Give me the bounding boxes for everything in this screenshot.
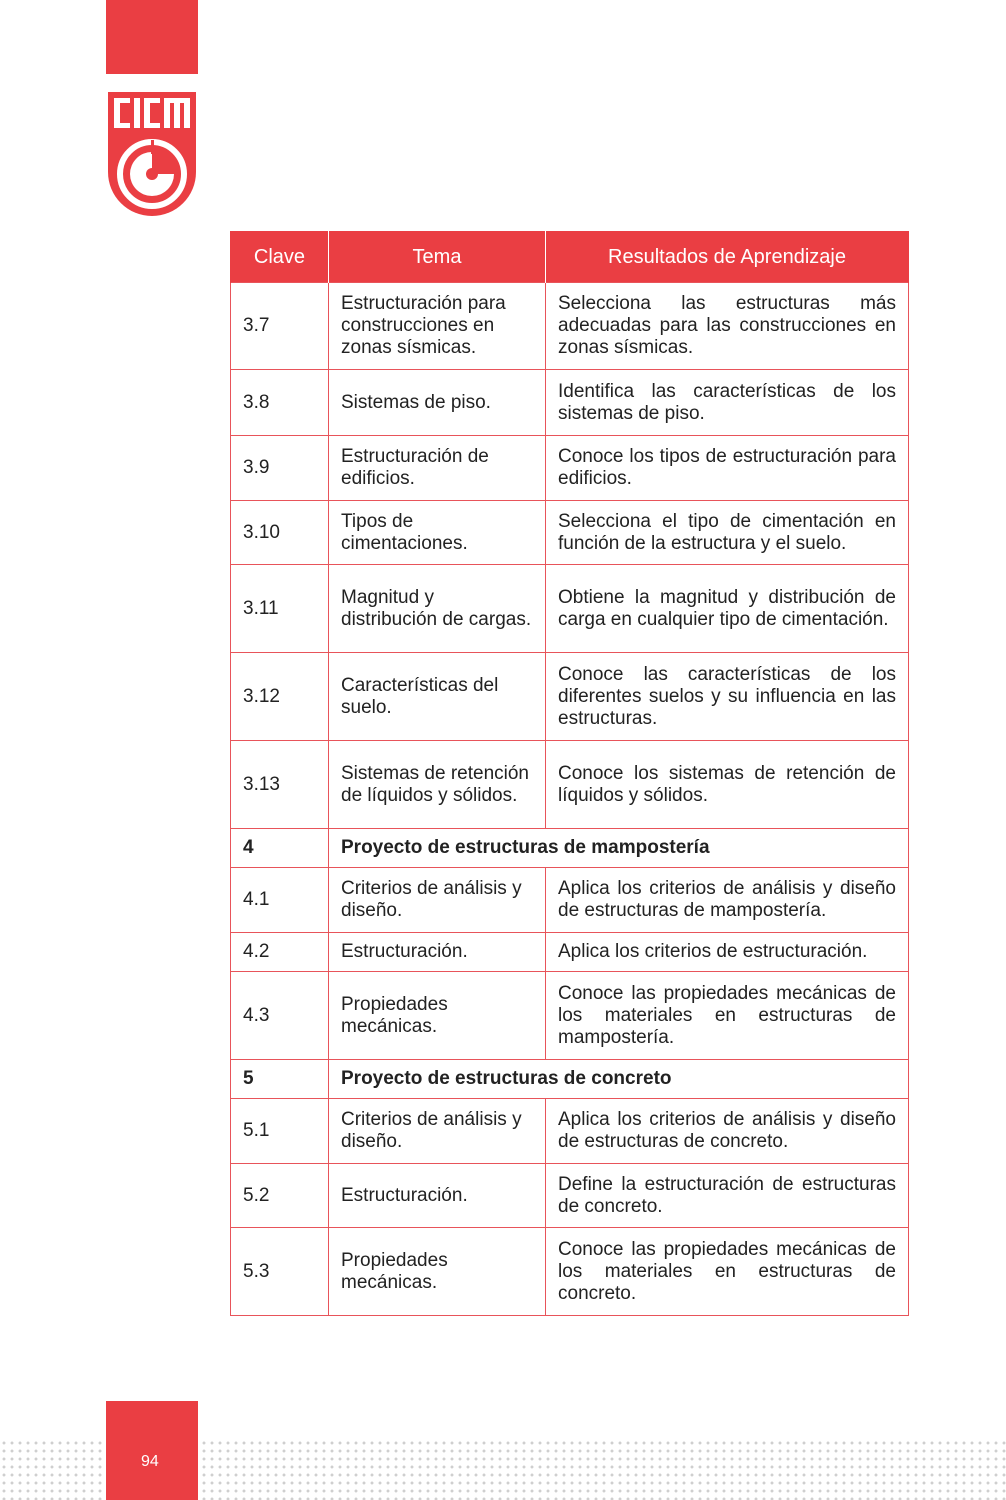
cell-clave: 5.3 xyxy=(231,1228,329,1316)
cell-tema: Criterios de análisis y diseño. xyxy=(329,1099,546,1164)
cell-tema: Criterios de análisis y diseño. xyxy=(329,868,546,933)
cell-tema: Propiedades mecánicas. xyxy=(329,1228,546,1316)
cell-clave: 4.1 xyxy=(231,868,329,933)
cell-clave: 3.9 xyxy=(231,436,329,501)
cell-clave: 3.8 xyxy=(231,370,329,436)
cell-clave: 4.3 xyxy=(231,972,329,1060)
table-row xyxy=(231,565,909,653)
cell-tema: Sistemas de retención de líquidos y sólidos. xyxy=(329,741,546,829)
table-row xyxy=(231,501,909,565)
cell-resultado: Selecciona las estructuras más adecuadas para las construcciones en zonas sísmicas. xyxy=(546,283,909,370)
table-header-row xyxy=(231,231,909,283)
cell-clave: 3.12 xyxy=(231,653,329,741)
page-number: 94 xyxy=(141,1453,159,1470)
section-title: Proyecto de estructuras de concreto xyxy=(329,1060,909,1099)
cell-resultado: Conoce las características de los diferentes suelos y su influencia en las estructuras. xyxy=(546,653,909,741)
syllabus-table xyxy=(230,231,909,1316)
cell-resultado: Conoce los sistemas de retención de líquidos y sólidos. xyxy=(546,741,909,829)
header-tema: Tema xyxy=(329,231,546,283)
cell-clave: 3.11 xyxy=(231,565,329,653)
table-row xyxy=(231,741,909,829)
table-row xyxy=(231,1228,909,1316)
cell-clave: 3.10 xyxy=(231,501,329,565)
section-title: Proyecto de estructuras de mampostería xyxy=(329,829,909,868)
table-row xyxy=(231,283,909,370)
table-row xyxy=(231,370,909,436)
section-number: 5 xyxy=(231,1060,329,1099)
cell-tema: Estructuración. xyxy=(329,933,546,972)
table-row xyxy=(231,868,909,933)
cicm-logo xyxy=(106,86,198,218)
cell-tema: Magnitud y distribución de cargas. xyxy=(329,565,546,653)
cell-tema: Estructuración de edificios. xyxy=(329,436,546,501)
cell-clave: 5.2 xyxy=(231,1164,329,1228)
page-number-box xyxy=(106,1401,198,1500)
cell-tema: Tipos de cimentaciones. xyxy=(329,501,546,565)
cell-tema: Estructuración para construcciones en zonas sísmicas. xyxy=(329,283,546,370)
cell-resultado: Selecciona el tipo de cimentación en función de la estructura y el suelo. xyxy=(546,501,909,565)
cell-tema: Propiedades mecánicas. xyxy=(329,972,546,1060)
cell-tema: Sistemas de piso. xyxy=(329,370,546,436)
cell-clave: 3.7 xyxy=(231,283,329,370)
table-row xyxy=(231,1164,909,1228)
cell-resultado: Aplica los criterios de estructuración. xyxy=(546,933,909,972)
cell-clave: 5.1 xyxy=(231,1099,329,1164)
cell-resultado: Identifica las características de los sistemas de piso. xyxy=(546,370,909,436)
cell-tema: Estructuración. xyxy=(329,1164,546,1228)
cell-resultado: Obtiene la magnitud y distribución de carga en cualquier tipo de cimentación. xyxy=(546,565,909,653)
table-row xyxy=(231,653,909,741)
top-accent-band xyxy=(106,0,198,74)
table-row xyxy=(231,1099,909,1164)
dot-pattern-right xyxy=(200,1439,1006,1500)
header-clave: Clave xyxy=(231,231,329,283)
cell-resultado: Conoce las propiedades mecánicas de los materiales en estructuras de mampostería. xyxy=(546,972,909,1060)
section-row xyxy=(231,1060,909,1099)
table-row xyxy=(231,436,909,501)
table-row xyxy=(231,933,909,972)
section-row xyxy=(231,829,909,868)
section-number: 4 xyxy=(231,829,329,868)
cell-clave: 4.2 xyxy=(231,933,329,972)
cell-resultado: Conoce los tipos de estructuración para edificios. xyxy=(546,436,909,501)
table-row xyxy=(231,972,909,1060)
cell-clave: 3.13 xyxy=(231,741,329,829)
cell-tema: Características del suelo. xyxy=(329,653,546,741)
cell-resultado: Conoce las propiedades mecánicas de los materiales en estructuras de concreto. xyxy=(546,1228,909,1316)
cell-resultado: Aplica los criterios de análisis y diseño de estructuras de concreto. xyxy=(546,1099,909,1164)
cell-resultado: Define la estructuración de estructuras de concreto. xyxy=(546,1164,909,1228)
header-resultados: Resultados de Aprendizaje xyxy=(546,231,909,283)
dot-pattern-left xyxy=(0,1439,104,1500)
cell-resultado: Aplica los criterios de análisis y diseño de estructuras de mampostería. xyxy=(546,868,909,933)
